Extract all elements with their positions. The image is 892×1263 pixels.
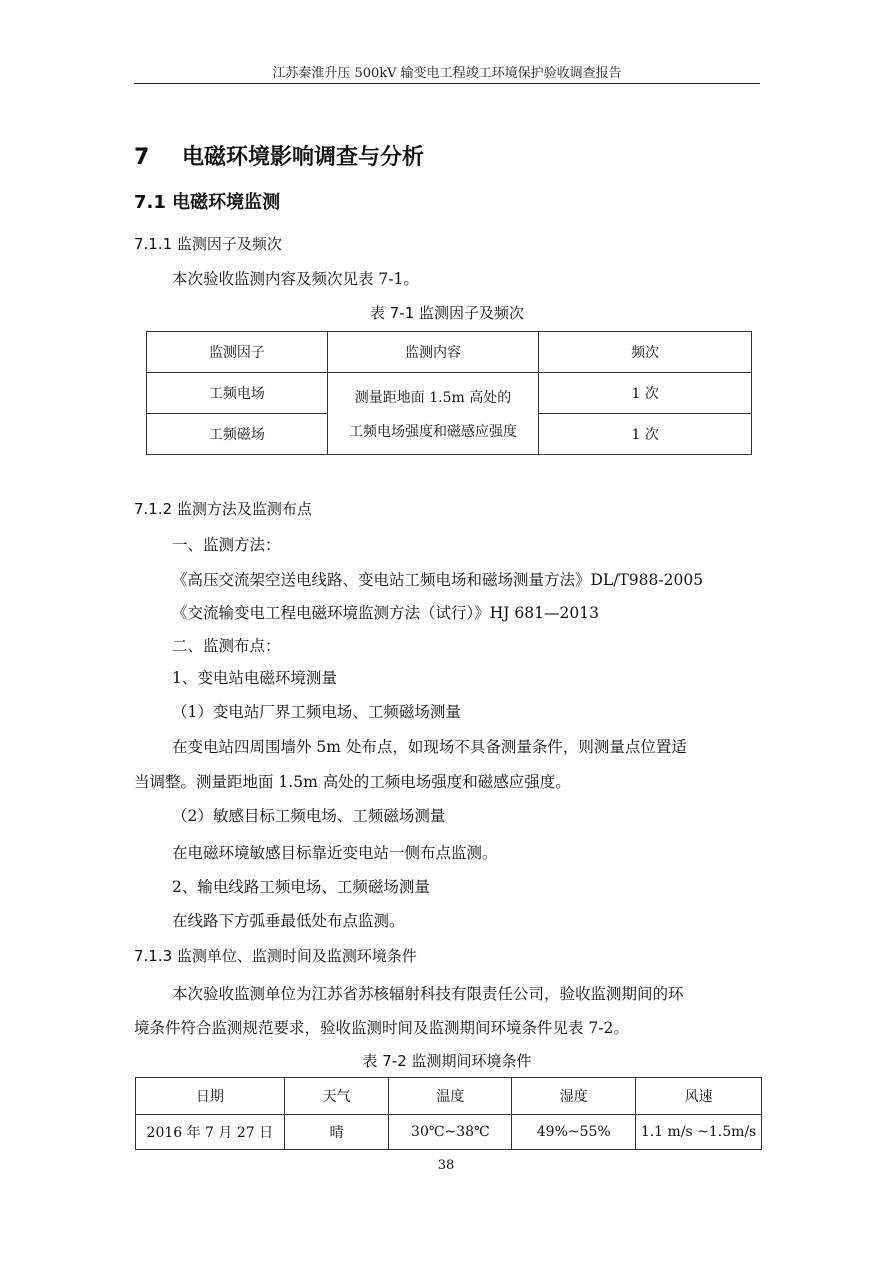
chapter-title: 电磁环境影响调查与分析 xyxy=(182,145,425,170)
paragraph-line: 一、监测方法： xyxy=(172,536,281,554)
paragraph-line: 二、监测布点： xyxy=(172,637,281,655)
paragraph-line: 境条件符合监测规范要求，验收监测时间及监测期间环境条件见表 7-2。 xyxy=(134,1019,629,1037)
paragraph-line: 《交流输变电工程电磁环境监测方法（试行）》HJ 681—2013 xyxy=(172,604,599,622)
running-header: 江苏秦淮升压 500kV 输变电工程竣工环境保护验收调查报告 xyxy=(272,66,622,81)
table-7-1 xyxy=(146,331,752,455)
header-rule xyxy=(134,83,760,84)
table-row xyxy=(136,1115,762,1150)
section-heading-7-1-3: 7.1.3 监测单位、监测时间及监测环境条件 xyxy=(134,947,417,965)
section-heading-7-1-2: 7.1.2 监测方法及监测布点 xyxy=(134,500,312,518)
paragraph-line: 在线路下方弧垂最低处布点监测。 xyxy=(172,912,405,930)
table-header-cell: 监测因子 xyxy=(147,332,328,373)
table-7-2-caption: 表 7-2 监测期间环境条件 xyxy=(362,1052,532,1070)
table-7-2 xyxy=(135,1077,762,1150)
table-header-cell: 监测内容 xyxy=(327,332,539,373)
table-cell-wind-speed: 1.1 m/s ~1.5m/s xyxy=(636,1115,762,1150)
table-header-cell: 风速 xyxy=(636,1078,762,1115)
paragraph-line: 在电磁环境敏感目标靠近变电站一侧布点监测。 xyxy=(172,844,498,862)
table-cell-date: 2016 年 7 月 27 日 xyxy=(136,1115,285,1150)
table-cell-factor: 工频磁场 xyxy=(147,414,328,455)
chapter-number: 7 xyxy=(134,145,150,170)
table-cell-content xyxy=(327,373,539,455)
table-header-cell: 频次 xyxy=(539,332,752,373)
table-cell-temperature: 30℃~38℃ xyxy=(389,1115,512,1150)
table-header-cell: 天气 xyxy=(284,1078,389,1115)
table-cell-weather: 晴 xyxy=(284,1115,389,1150)
paragraph-intro: 本次验收监测内容及频次见表 7-1。 xyxy=(172,270,419,288)
content-line: 测量距地面 1.5m 高处的 xyxy=(354,389,512,406)
paragraph-line: 《高压交流架空送电线路、变电站工频电场和磁场测量方法》DL/T988-2005 xyxy=(172,571,704,589)
paragraph-line: 本次验收监测单位为江苏省苏核辐射科技有限责任公司，验收监测期间的环 xyxy=(172,985,684,1003)
paragraph-line: 当调整。测量距地面 1.5m 高处的工频电场强度和磁感应强度。 xyxy=(134,773,571,791)
table-header-cell: 温度 xyxy=(389,1078,512,1115)
table-header-cell: 日期 xyxy=(136,1078,285,1115)
page-number: 38 xyxy=(437,1158,455,1173)
paragraph-line: 1、变电站电磁环境测量 xyxy=(172,669,337,687)
table-cell-frequency: 1 次 xyxy=(539,414,752,455)
table-cell-humidity: 49%~55% xyxy=(512,1115,636,1150)
paragraph-line: 2、输电线路工频电场、工频磁场测量 xyxy=(172,878,430,896)
table-row xyxy=(147,373,752,414)
chapter-heading xyxy=(134,140,424,171)
content-line: 工频电场强度和磁感应强度 xyxy=(349,423,518,440)
table-7-1-caption: 表 7-1 监测因子及频次 xyxy=(369,304,525,322)
table-cell-factor: 工频电场 xyxy=(147,373,328,414)
paragraph-line: （1）变电站厂界工频电场、工频磁场测量 xyxy=(172,703,461,721)
section-heading-7-1-1: 7.1.1 监测因子及频次 xyxy=(134,235,282,253)
table-header-cell: 湿度 xyxy=(512,1078,636,1115)
paragraph-line: （2）敏感目标工频电场、工频磁场测量 xyxy=(172,807,446,825)
table-cell-frequency: 1 次 xyxy=(539,373,752,414)
section-heading-7-1: 7.1 电磁环境监测 xyxy=(134,192,281,213)
paragraph-line: 在变电站四周围墙外 5m 处布点，如现场不具备测量条件，则测量点位置适 xyxy=(172,738,687,756)
